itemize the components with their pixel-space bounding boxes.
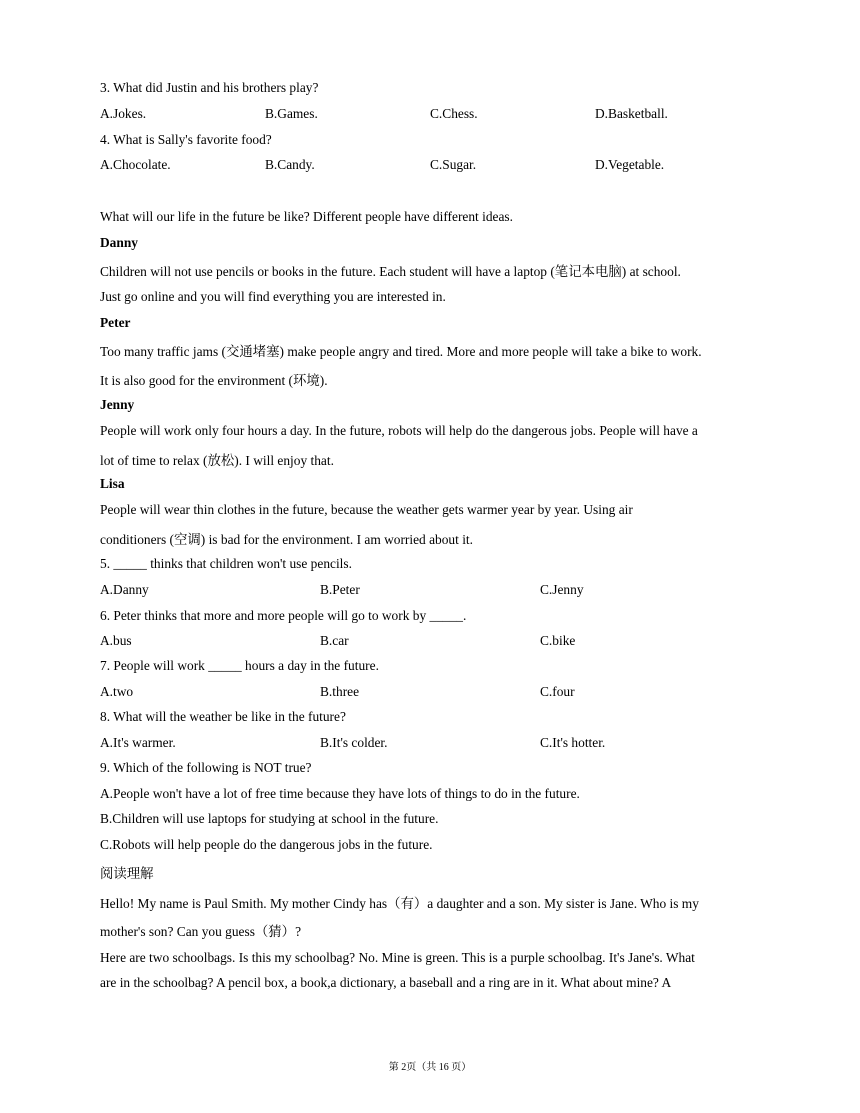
speaker-lisa: Lisa bbox=[100, 476, 125, 491]
q4-option-c: C.Sugar. bbox=[430, 157, 477, 172]
section-heading: 阅读理解 bbox=[100, 866, 154, 881]
lisa-text-line-2: conditioners (空调) is bad for the environment. I am worried about it. bbox=[100, 532, 473, 547]
q4-option-a: A.Chocolate. bbox=[100, 157, 171, 172]
question-6: 6. Peter thinks that more and more people will go to work by _____. bbox=[100, 608, 467, 623]
danny-text-line-1: Children will not use pencils or books in the future. Each student will have a laptop (笔记本电脑) at school. bbox=[100, 264, 681, 279]
q9-option-c: C.Robots will help people do the dangerous jobs in the future. bbox=[100, 837, 433, 852]
q4-option-b: B.Candy. bbox=[265, 157, 315, 172]
jenny-text-line-1: People will work only four hours a day. In the future, robots will help do the dangerous jobs. People will have a bbox=[100, 423, 698, 438]
passage3-p2-line-1: Here are two schoolbags. Is this my schoolbag? No. Mine is green. This is a purple schoolbag. It's Jane's. What bbox=[100, 950, 695, 965]
q8-option-a: A.It's warmer. bbox=[100, 735, 176, 750]
passage-intro: What will our life in the future be like? Different people have different ideas. bbox=[100, 209, 513, 224]
q3-option-b: B.Games. bbox=[265, 106, 318, 121]
q7-option-b: B.three bbox=[320, 684, 360, 699]
q3-option-a: A.Jokes. bbox=[100, 106, 147, 121]
speaker-jenny: Jenny bbox=[100, 397, 135, 412]
peter-text-line-1: Too many traffic jams (交通堵塞) make people angry and tired. More and more people will take a bike to work. bbox=[100, 344, 702, 359]
q6-option-a: A.bus bbox=[100, 633, 132, 648]
question-9: 9. Which of the following is NOT true? bbox=[100, 760, 312, 775]
lisa-text-line-1: People will wear thin clothes in the future, because the weather gets warmer year by year. Using air bbox=[100, 502, 633, 517]
passage3-p2-line-2: are in the schoolbag? A pencil box, a book,a dictionary, a baseball and a ring are in it. What about mine? A bbox=[100, 975, 672, 990]
danny-text-line-2: Just go online and you will find everything you are interested in. bbox=[100, 289, 446, 304]
q9-option-b: B.Children will use laptops for studying at school in the future. bbox=[100, 811, 439, 826]
q5-option-b: B.Peter bbox=[320, 582, 360, 597]
q3-option-d: D.Basketball. bbox=[595, 106, 668, 121]
q5-option-a: A.Danny bbox=[100, 582, 149, 597]
question-8: 8. What will the weather be like in the future? bbox=[100, 709, 346, 724]
q7-option-a: A.two bbox=[100, 684, 134, 699]
q5-option-c: C.Jenny bbox=[540, 582, 584, 597]
q6-option-c: C.bike bbox=[540, 633, 576, 648]
passage3-p1-line-2: mother's son? Can you guess（猜）? bbox=[100, 924, 302, 939]
q3-option-c: C.Chess. bbox=[430, 106, 478, 121]
peter-text-line-2: It is also good for the environment (环境). bbox=[100, 373, 328, 388]
question-7: 7. People will work _____ hours a day in the future. bbox=[100, 658, 379, 673]
q8-option-c: C.It's hotter. bbox=[540, 735, 606, 750]
passage3-p1-line-1: Hello! My name is Paul Smith. My mother Cindy has（有）a daughter and a son. My sister is Jane. Who is my bbox=[100, 896, 699, 911]
question-3: 3. What did Justin and his brothers play? bbox=[100, 80, 319, 95]
page-footer: 第 2页（共 16 页） bbox=[388, 1062, 472, 1073]
q8-option-b: B.It's colder. bbox=[320, 735, 388, 750]
speaker-peter: Peter bbox=[100, 315, 131, 330]
jenny-text-line-2: lot of time to relax (放松). I will enjoy that. bbox=[100, 453, 334, 468]
question-5: 5. _____ thinks that children won't use pencils. bbox=[100, 556, 352, 571]
q9-option-a: A.People won't have a lot of free time because they have lots of things to do in the future. bbox=[100, 786, 580, 801]
q4-option-d: D.Vegetable. bbox=[595, 157, 665, 172]
question-4: 4. What is Sally's favorite food? bbox=[100, 132, 272, 147]
q7-option-c: C.four bbox=[540, 684, 575, 699]
speaker-danny: Danny bbox=[100, 235, 138, 250]
q6-option-b: B.car bbox=[320, 633, 349, 648]
